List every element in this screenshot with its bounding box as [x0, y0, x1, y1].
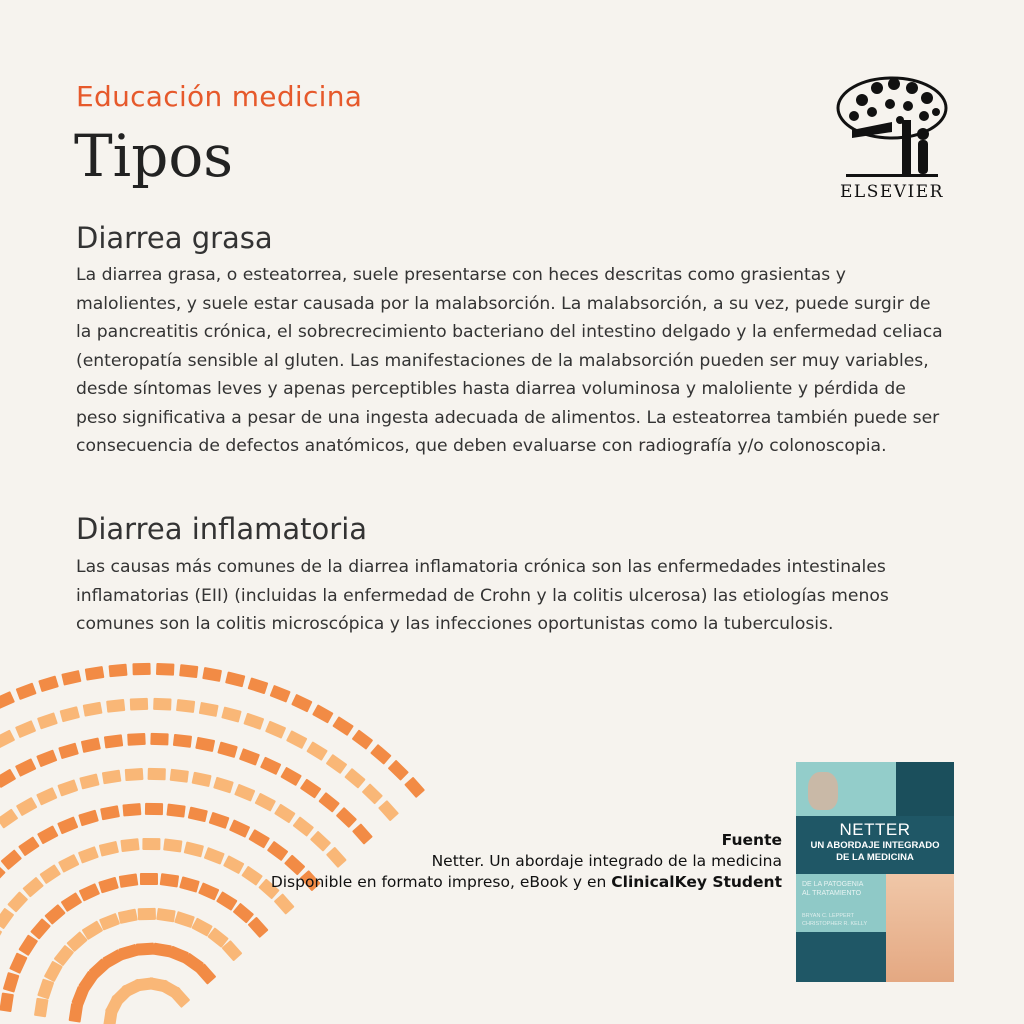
arc-dash	[99, 913, 120, 931]
arc-dash	[404, 777, 425, 798]
arc-dash	[170, 769, 189, 783]
arc-dash	[39, 864, 61, 884]
cover-digital-badge	[896, 762, 954, 816]
arc-dash	[188, 807, 208, 823]
arc-dash	[255, 793, 277, 812]
source-credit	[271, 830, 782, 893]
arc-dash	[153, 698, 171, 711]
arc-dash	[0, 809, 18, 829]
arc-dash	[223, 855, 245, 874]
cover-tagline: DE LA PATOGENIA AL TRATAMIENTO	[802, 881, 864, 897]
arc-dash	[61, 670, 81, 686]
arc-dash	[85, 666, 105, 681]
arc-dash	[318, 792, 340, 813]
torso-illustration	[886, 874, 954, 982]
arc-dash	[44, 904, 65, 925]
arc-dash	[174, 911, 195, 928]
arc-dash	[260, 757, 281, 775]
arc-dash	[291, 694, 312, 713]
arc-dash	[60, 706, 80, 722]
arc-dash	[102, 770, 122, 785]
arc-dash	[332, 716, 354, 736]
arc-dash	[248, 677, 269, 694]
arc-dash	[163, 838, 182, 852]
arc-dash	[166, 804, 185, 818]
arc-dash	[0, 926, 2, 948]
arc-dash	[176, 699, 195, 713]
arc-dash	[198, 882, 219, 900]
arc-dash	[344, 768, 366, 789]
arc-dash	[286, 730, 307, 749]
arc-dash	[104, 734, 123, 748]
arc-dash	[58, 743, 79, 760]
arc-dash	[15, 758, 36, 777]
arc-dash	[79, 773, 99, 789]
arc-dash	[122, 803, 141, 816]
arc-dash	[0, 691, 15, 709]
arc-dash	[265, 721, 286, 739]
arc-dash	[3, 972, 20, 993]
elsevier-wordmark: ELSEVIER	[840, 182, 944, 202]
arc-dash	[98, 877, 119, 894]
arc-dash	[18, 934, 38, 956]
arc-dash	[234, 784, 255, 802]
arc-dash	[78, 810, 99, 827]
arc-dash	[352, 729, 374, 749]
arc-dash	[7, 891, 28, 912]
arc-dash	[0, 864, 6, 885]
section-body-diarrea-inflamatoria: Las causas más comunes de la diarrea inflamatoria crónica son las enfermedades intestinales inflamatorias (EII) (incluidas la enfermedad de Crohn y la colitis ulcerosa) las etiologías menos comunes son la colitis microscópica y las infecciones oportunistas como la tuberculosis.	[76, 557, 889, 634]
arc-dash	[179, 664, 198, 678]
arc-dash	[130, 698, 148, 711]
arc-dash	[9, 953, 27, 974]
arc-dash	[100, 805, 120, 820]
arc-dash	[274, 804, 296, 824]
arc-dash	[312, 704, 334, 723]
arc-dash	[30, 918, 51, 939]
arc-dash	[280, 767, 302, 786]
source-availability: Disponible en formato impreso, eBook y en	[270, 873, 612, 891]
arc-dash	[119, 873, 139, 888]
arc-dash	[156, 663, 174, 676]
arc-dash	[378, 800, 399, 821]
arc-dash	[38, 675, 59, 692]
arc-dash	[192, 772, 212, 787]
arc-dash	[145, 803, 163, 815]
arc-dash	[300, 779, 322, 799]
arc-dash	[140, 873, 158, 885]
arc-dash	[61, 892, 83, 912]
arc-dash	[16, 797, 38, 816]
arc-dash	[184, 841, 204, 857]
book-cover[interactable]	[796, 762, 954, 982]
arc-dash	[106, 699, 125, 713]
arc-dash	[209, 812, 230, 829]
arc-dash	[16, 683, 37, 701]
arc-dash	[0, 993, 14, 1013]
arc-dash	[148, 768, 166, 780]
arc-dash	[37, 712, 58, 729]
arc-dash	[37, 825, 59, 844]
arc-dash	[36, 749, 57, 767]
arc-dash	[118, 909, 138, 924]
section-title-diarrea-inflamatoria: Diarrea inflamatoria	[76, 512, 368, 546]
arc-dash	[213, 777, 234, 794]
arc-dash	[58, 854, 79, 873]
arc-dash	[15, 720, 36, 738]
arc-dash	[142, 838, 160, 850]
arc-dash	[362, 783, 383, 804]
cover-subtitle: UN ABORDAJE INTEGRADO DE LA MEDICINA	[810, 840, 940, 863]
arc-dash	[233, 903, 254, 924]
skull-illustration	[808, 772, 838, 810]
arc-dash	[127, 733, 146, 746]
arc-dash	[202, 667, 222, 682]
arc-dash	[0, 908, 14, 930]
arc-dash	[204, 847, 225, 865]
source-label: Fuente	[721, 831, 782, 849]
arc-dash	[125, 768, 144, 781]
arc-dash	[109, 664, 128, 678]
section-body-diarrea-grasa: La diarrea grasa, o esteatorrea, suele presentarse con heces descritas como grasientas y malolientes, y suele estar causada por la malabsorción. La malabsorción, a su vez, puede surgir de la pancreatitis crónica, el sobrecrecimiento bacteriano del intestino delgado y la enfermedad celiaca (enteropatía sensible al gluten. Las manifestaciones de la malabsorción pueden ser muy variables, desde síntomas leves y apenas perceptibles hasta diarrea voluminosa y maloliente y pérdida de peso significativa a pesar de una ingesta adecuada de alimentos. La esteatorrea también puede ser consecuencia de defectos anatómicos, que deben evaluarse con radiografía y/o colonoscopia.	[76, 265, 943, 456]
arc-dash	[1, 849, 22, 870]
arc-dash	[306, 741, 328, 761]
section-title-diarrea-grasa: Diarrea grasa	[76, 221, 273, 255]
cover-title: NETTER	[839, 820, 911, 839]
arc-dash	[336, 807, 357, 828]
arc-dash	[229, 819, 250, 837]
page-title: Tipos	[74, 122, 234, 190]
arc-dash	[79, 883, 100, 901]
arc-dash	[120, 838, 139, 852]
arc-dash	[81, 737, 101, 752]
arc-dash	[83, 702, 103, 717]
arc-dash	[221, 706, 241, 722]
arc-dash	[156, 908, 176, 922]
arc-dash	[270, 685, 291, 703]
cover-foot-band	[796, 932, 886, 982]
arc-dash	[57, 816, 78, 834]
arc-dash	[18, 836, 40, 856]
kicker-label: Educación medicina	[76, 80, 363, 113]
arc-dash	[248, 917, 269, 938]
arc-dash	[78, 846, 99, 863]
arc-dash	[179, 876, 200, 892]
arc-dash	[216, 891, 238, 911]
arc-dash	[0, 769, 16, 788]
arc-dash	[34, 998, 49, 1018]
arc-dash	[37, 979, 54, 1000]
arc-dash	[57, 779, 78, 796]
arc-dash	[274, 893, 295, 914]
arc-dash	[36, 787, 57, 805]
arc-dash	[195, 737, 215, 752]
arc-dash	[136, 943, 155, 956]
arc-dash	[118, 944, 139, 961]
arc-dash	[150, 733, 168, 746]
arc-dash	[160, 873, 179, 887]
arc-dash	[217, 742, 238, 758]
arc-dash	[132, 663, 150, 675]
arc-dash	[239, 748, 260, 766]
arc-dash	[173, 734, 192, 748]
source-platform[interactable]: ClinicalKey Student	[611, 873, 782, 891]
arc-dash	[99, 841, 119, 857]
arc-dash	[138, 908, 156, 921]
arc-dash	[0, 730, 15, 749]
arc-dash	[388, 760, 409, 781]
arc-dash	[22, 877, 43, 898]
cover-editors: BRYAN C. LEPPERT CHRISTOPHER R. KELLY	[802, 913, 868, 927]
arc-dash	[370, 744, 391, 765]
arc-dash	[326, 754, 348, 774]
arc-dash	[248, 829, 270, 848]
arc-dash	[241, 866, 263, 886]
arc-dash	[225, 671, 245, 687]
arc-dash	[243, 713, 264, 730]
arc-dash	[199, 702, 219, 717]
source-book: Netter. Un abordaje integrado de la medicina	[431, 852, 782, 870]
